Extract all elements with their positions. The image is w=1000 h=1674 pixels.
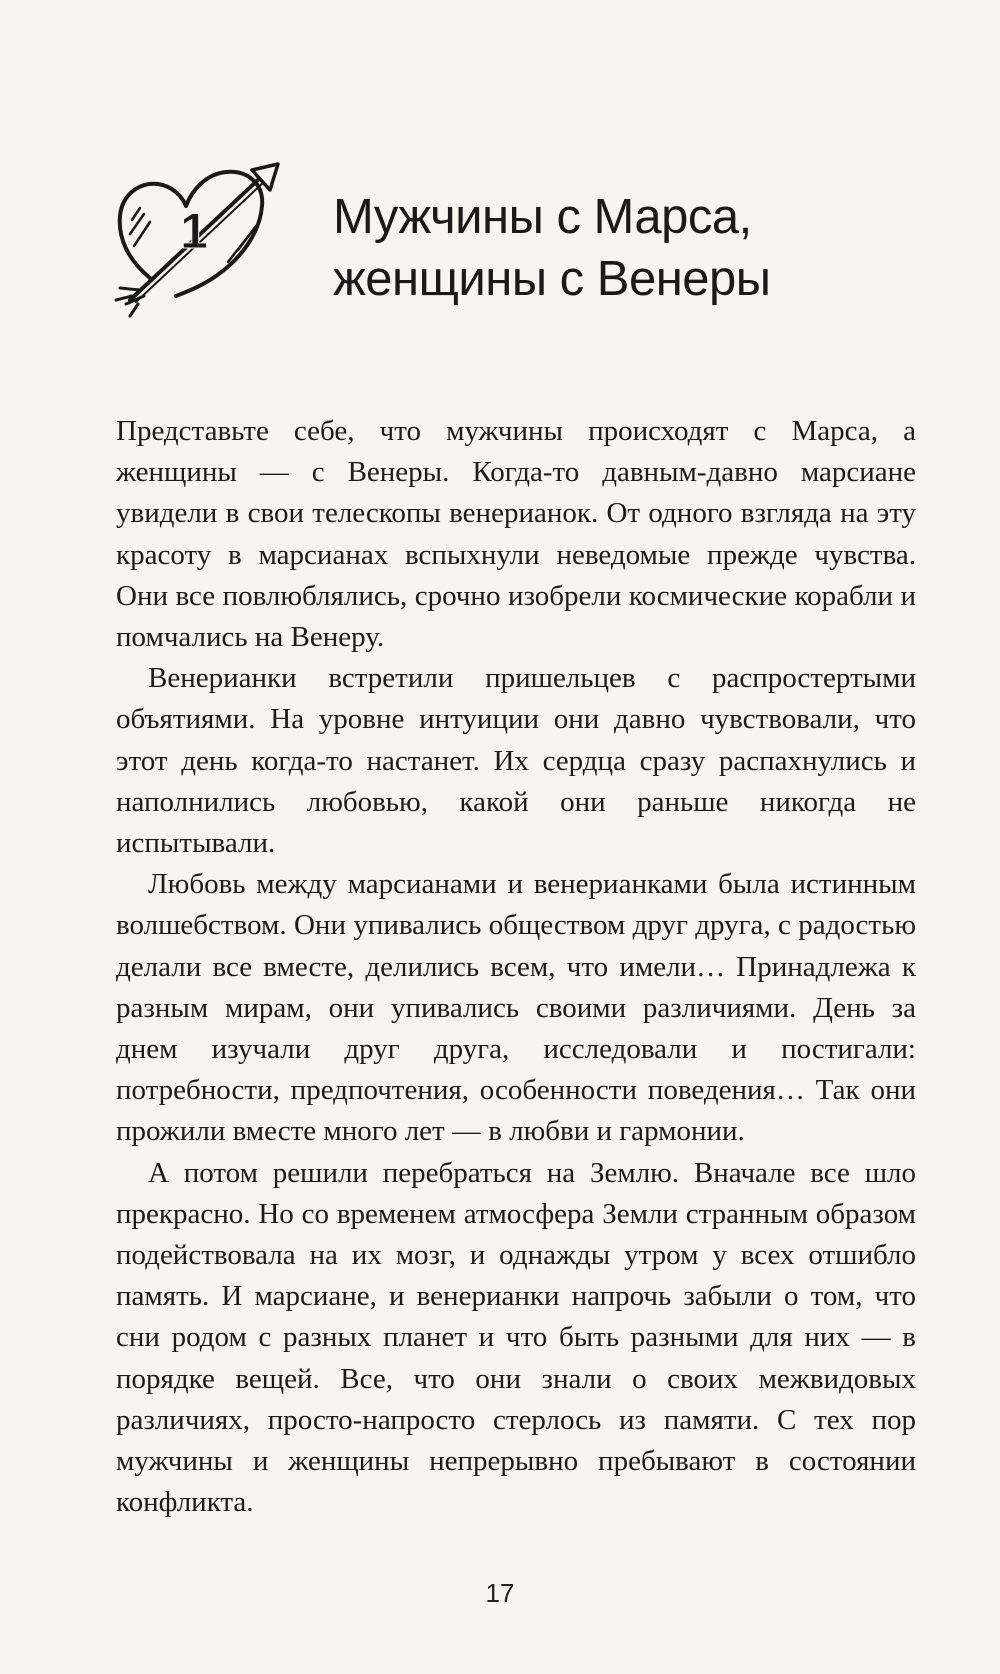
paragraph: Представьте себе, что мужчины происходят с Марса, а женщины — с Венеры. Когда-то давным-давно марсиане увидели в свои телескопы венерианок. От одного взгляда на эту красоту в марсианах вспыхнули неведомые прежде чувства. Они все повлюблялись, срочно изобрели космические корабли и помчались на Венеру. xyxy=(116,415,916,654)
paragraph: Любовь между марсианами и венерианками была истинным волшебством. Они упивались обществом друг друга, с радостью делали все вместе, делились всем, что имели… Принадлежа к разным мирам, они упивались своими различиями. День за днем изучали друг друга, исследовали и постигали: потребности, предпочтения, особенности поведения… Так они прожили вместе много лет — в любви и гармонии. xyxy=(116,868,916,1148)
chapter-number: 1 xyxy=(180,203,208,259)
chapter-body xyxy=(116,411,916,1523)
paragraph: Венерианки встретили пришельцев с распростертыми объятиями. На уровне интуиции они давно чувствовали, что этот день когда-то настанет. Их сердца сразу распахнулись и наполнились любовью, какой они раньше никогда не испытывали. xyxy=(116,662,916,860)
heart-arrow-icon xyxy=(110,150,280,320)
chapter-title-line-1: Мужчины с Марса, xyxy=(333,190,752,244)
chapter-title xyxy=(333,186,973,310)
page-number: 17 xyxy=(485,1578,515,1608)
chapter-title-line-2: женщины с Венеры xyxy=(333,252,771,306)
paragraph: А потом решили перебраться на Землю. Вначале все шло прекрасно. Но со временем атмосфера Земли странным образом подействовала на их мозг, и однажды утром у всех отшибло память. И марсиане, и венерианки напрочь забыли о том, что сни родом с разных планет и что быть разными для них — в порядке вещей. Все, что они знали о своих межвидовых различиях, просто-напросто стерлось из памяти. С тех пор мужчины и женщины непрерывно пребывают в состоянии конфликта. xyxy=(116,1156,916,1519)
